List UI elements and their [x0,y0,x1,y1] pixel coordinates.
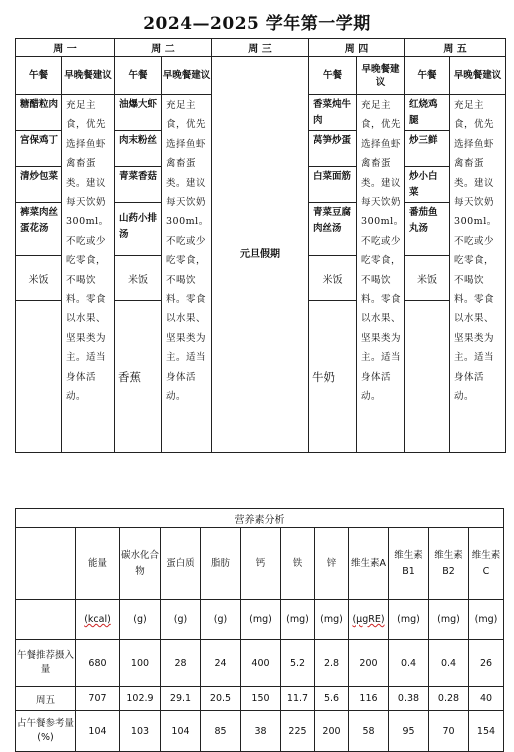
value-cell: 680 [76,640,120,687]
dish: 肉末粉丝 [115,131,161,167]
value-cell: 2.8 [315,640,349,687]
weekly-menu-table [15,38,506,453]
value-cell: 0.4 [429,640,469,687]
value-cell: 0.4 [389,640,429,687]
value-cell: 0.38 [389,687,429,711]
advice-text: 充足主食，优先选择鱼虾禽畜蛋类。建议每天饮奶300ml。不吃或少吃零食，不喝饮料。零食以水果、坚果类为主。适当身体活动。 [450,95,506,453]
row-label-recommended: 午餐推荐摄入量 [16,640,76,687]
unit-cell: (mg) [315,600,349,640]
fri-staple: 米饭 [405,256,450,301]
value-cell: 0.28 [429,687,469,711]
unit-cell: (mg) [429,600,469,640]
mon-dishes [16,95,62,256]
dish: 白菜面筋 [309,167,356,203]
value-cell: 26 [469,640,504,687]
dish: 清炒包菜 [16,167,61,203]
row-label-friday: 周五 [16,687,76,711]
value-cell: 200 [349,640,389,687]
value-cell: 104 [76,711,120,752]
nutrient-header: 钙 [241,528,281,600]
value-cell: 28 [161,640,201,687]
value-cell: 150 [241,687,281,711]
advice-label: 早晚餐建议 [62,57,115,95]
dish: 红烧鸡腿 [405,95,449,131]
mon-fruit [16,301,62,453]
unit-cell: (mg) [469,600,504,640]
thu-dishes [309,95,357,256]
row-label-percent: 占午餐参考量(%) [16,711,76,752]
corner-cell [16,528,76,600]
value-cell: 38 [241,711,281,752]
nutrient-header: 维生素C [469,528,504,600]
value-cell: 154 [469,711,504,752]
thu-staple: 米饭 [309,256,357,301]
advice-label: 早晚餐建议 [450,57,506,95]
nutrient-header: 锌 [315,528,349,600]
lunch-label: 午餐 [115,57,162,95]
nutrient-header: 维生素A [349,528,389,600]
holiday-cell: 元旦假期 [212,57,309,453]
dish: 青菜豆腐肉丝汤 [313,207,352,234]
nutrition-caption: 营养素分析 [16,509,504,528]
day-header-tue: 周 二 [115,39,212,57]
value-cell: 95 [389,711,429,752]
value-cell: 58 [349,711,389,752]
thu-fruit: 牛奶 [309,301,357,453]
fri-fruit [405,301,450,453]
day-header-fri: 周 五 [405,39,506,57]
unit-cell: (mg) [389,600,429,640]
page-title: 2024—2025 学年第一学期 [143,14,371,34]
advice-text: 充足主食，优先选择鱼虾禽畜蛋类。建议每天饮奶300ml。不吃或少吃零食，不喝饮料。零食以水果、坚果类为主。适当身体活动。 [357,95,405,453]
dish: 香菜炖牛肉 [309,95,356,131]
nutrition-table [15,508,504,752]
nutrient-header: 碳水化合物 [120,528,161,600]
value-cell: 103 [120,711,161,752]
unit-cell: (kcal) [76,600,120,640]
dish: 莴笋炒蛋 [309,131,356,167]
unit-corner [16,600,76,640]
day-header-mon: 周 一 [16,39,115,57]
unit-cell: (g) [120,600,161,640]
nutrient-header: 维生素B1 [389,528,429,600]
value-cell: 40 [469,687,504,711]
unit-cell: (g) [201,600,241,640]
advice-text: 充足主食，优先选择鱼虾禽畜蛋类。建议每天饮奶300ml。不吃或少吃零食，不喝饮料。零食以水果、坚果类为主。适当身体活动。 [162,95,212,453]
tue-dishes [115,95,162,256]
dish: 青菜香菇 [115,167,161,203]
tue-staple: 米饭 [115,256,162,301]
dish: 油爆大虾 [115,95,161,131]
unit-cell: (mg) [241,600,281,640]
value-cell: 104 [161,711,201,752]
mon-staple: 米饭 [16,256,62,301]
dish: 炒三鲜 [405,131,449,167]
value-cell: 707 [76,687,120,711]
dish: 裤菜肉丝蛋花汤 [20,207,59,234]
nutrient-header: 铁 [281,528,315,600]
lunch-label: 午餐 [405,57,450,95]
lunch-label: 午餐 [16,57,62,95]
value-cell: 100 [120,640,161,687]
value-cell: 70 [429,711,469,752]
nutrient-header: 蛋白质 [161,528,201,600]
unit-cell: (μgRE) [349,600,389,640]
day-header-thu: 周 四 [309,39,405,57]
value-cell: 102.9 [120,687,161,711]
value-cell: 225 [281,711,315,752]
value-cell: 400 [241,640,281,687]
value-cell: 5.2 [281,640,315,687]
value-cell: 5.6 [315,687,349,711]
value-cell: 11.7 [281,687,315,711]
tue-fruit: 香蕉 [115,301,162,453]
nutrient-header: 脂肪 [201,528,241,600]
dish: 宫保鸡丁 [16,131,61,167]
unit-cell: (g) [161,600,201,640]
value-cell: 116 [349,687,389,711]
nutrient-header: 维生素B2 [429,528,469,600]
value-cell: 85 [201,711,241,752]
dish: 糖醋粒肉 [16,95,61,131]
dish: 山药小排汤 [119,213,158,240]
value-cell: 20.5 [201,687,241,711]
dish: 炒小白菜 [405,167,449,203]
dish: 番茄鱼丸汤 [409,207,438,234]
fri-dishes [405,95,450,256]
unit-cell: (mg) [281,600,315,640]
nutrient-header: 能量 [76,528,120,600]
advice-label: 早晚餐建议 [162,57,212,95]
value-cell: 24 [201,640,241,687]
value-cell: 29.1 [161,687,201,711]
day-header-wed: 周 三 [212,39,309,57]
value-cell: 200 [315,711,349,752]
advice-text: 充足主食，优先选择鱼虾禽畜蛋类。建议每天饮奶300ml。不吃或少吃零食，不喝饮料。零食以水果、坚果类为主。适当身体活动。 [62,95,115,453]
lunch-label: 午餐 [309,57,357,95]
advice-label: 早晚餐建议 [357,57,405,95]
